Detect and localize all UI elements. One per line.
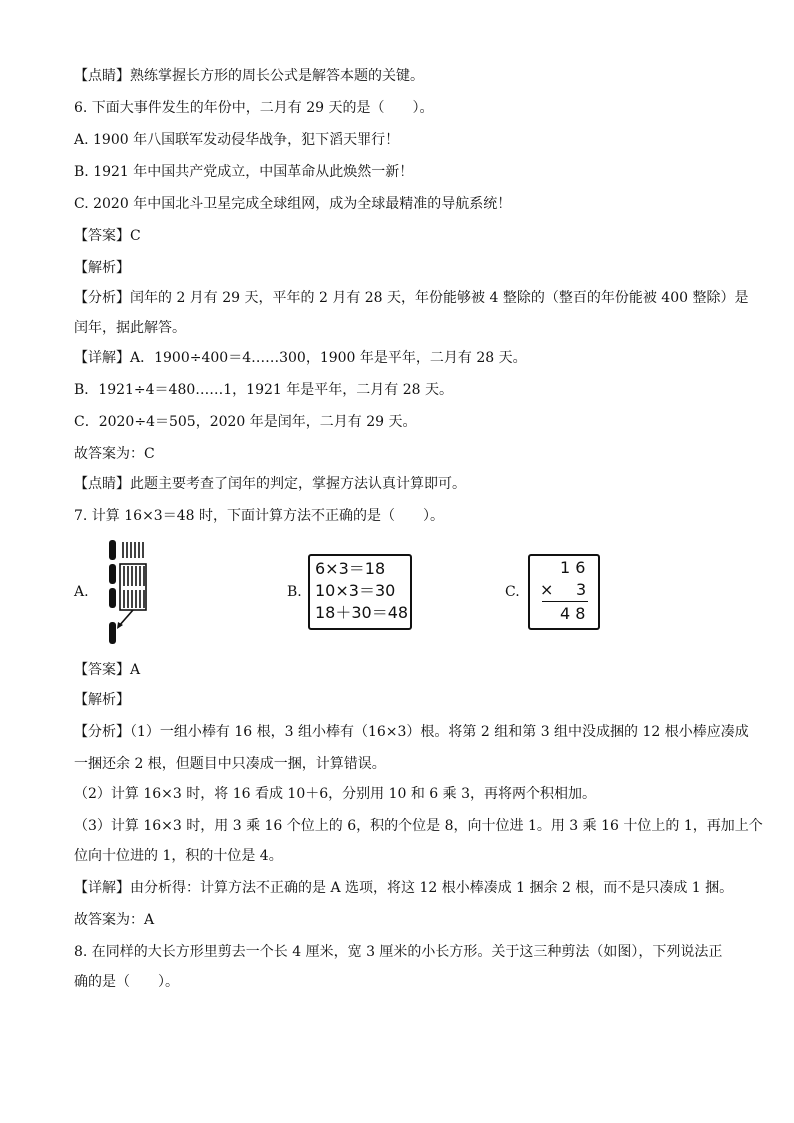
text-line: 【答案】A xyxy=(74,662,141,678)
c-top-number: 1 6 xyxy=(560,558,586,577)
c-result: 4 8 xyxy=(560,604,586,623)
text-line: C. 2020 年中国北斗卫星完成全球组网，成为全球最精准的导航系统！ xyxy=(74,196,512,212)
option-a-label: A. xyxy=(74,584,89,600)
option-c-label: C. xyxy=(505,584,520,600)
option-b-box xyxy=(308,554,412,630)
text-line: 【详解】A．1900÷400＝4……300，1900 年是平年，二月有 28 天。 xyxy=(74,350,527,366)
text-line: 【解析】 xyxy=(74,260,130,276)
text-line: （2）计算 16×3 时，将 16 看成 10＋6，分别用 10 和 6 乘 3，再将两个积相加。 xyxy=(74,786,597,802)
text-line: 7. 计算 16×3＝48 时，下面计算方法不正确的是（ ）。 xyxy=(74,508,444,524)
c-multiplier: 3 xyxy=(576,580,587,599)
text-line: 确的是（ ）。 xyxy=(74,974,179,990)
text-line: C．2020÷4＝505，2020 年是闰年，二月有 29 天。 xyxy=(74,414,417,430)
text-line: （3）计算 16×3 时，用 3 乘 16 个位上的 6，积的个位是 8，向十位进 1。用 3 乘 16 十位上的 1，再加上个 xyxy=(74,818,763,834)
text-line: 闰年，据此解答。 xyxy=(74,320,186,336)
text-line: A. 1900 年八国联军发动侵华战争，犯下滔天罪行！ xyxy=(74,132,400,148)
text-line: 一捆还余 2 根，但题目中只凑成一捆，计算错误。 xyxy=(74,756,386,772)
text-line: 【分析】（1）一组小棒有 16 根，3 组小棒有（16×3）根。将第 2 组和第 3 组中没成捆的 12 根小棒应凑成 xyxy=(74,724,749,740)
text-line: 8. 在同样的大长方形里剪去一个长 4 厘米，宽 3 厘米的小长方形。关于这三种剪法（如图），下列说法正 xyxy=(74,944,723,960)
text-line: 【详解】由分析得：计算方法不正确的是 A 选项，将这 12 根小棒凑成 1 捆余 2 根，而不是只凑成 1 捆。 xyxy=(74,880,734,896)
b-line-3: 18＋30＝48 xyxy=(315,603,409,622)
text-line: 故答案为：A xyxy=(74,912,155,928)
text-line: 6. 下面大事件发生的年份中，二月有 29 天的是（ ）。 xyxy=(74,100,434,116)
text-line: 故答案为：C xyxy=(74,446,155,462)
text-line: B．1921÷4＝480……1，1921 年是平年，二月有 28 天。 xyxy=(74,382,453,398)
text-line: 【点睛】此题主要考查了闰年的判定，掌握方法认真计算即可。 xyxy=(74,476,466,492)
text-line: 【分析】闰年的 2 月有 29 天，平年的 2 月有 28 天，年份能够被 4 整除的（整百的年份能被 400 整除）是 xyxy=(74,290,749,306)
c-rule-line xyxy=(542,601,588,602)
text-line: 【答案】C xyxy=(74,228,141,244)
option-c-box xyxy=(528,554,600,630)
b-line-1: 6×3＝18 xyxy=(315,559,386,578)
b-line-2: 10×3＝30 xyxy=(315,581,396,600)
option-b-label: B. xyxy=(287,584,302,600)
text-line: 【解析】 xyxy=(74,692,130,708)
text-line: 位向十位进的 1，积的十位是 4。 xyxy=(74,848,283,864)
text-line: 【点睛】熟练掌握长方形的周长公式是解答本题的关键。 xyxy=(74,68,424,84)
text-line: B. 1921 年中国共产党成立，中国革命从此焕然一新！ xyxy=(74,164,414,180)
c-times-sign: × xyxy=(540,580,554,599)
sticks-figure xyxy=(90,538,180,648)
